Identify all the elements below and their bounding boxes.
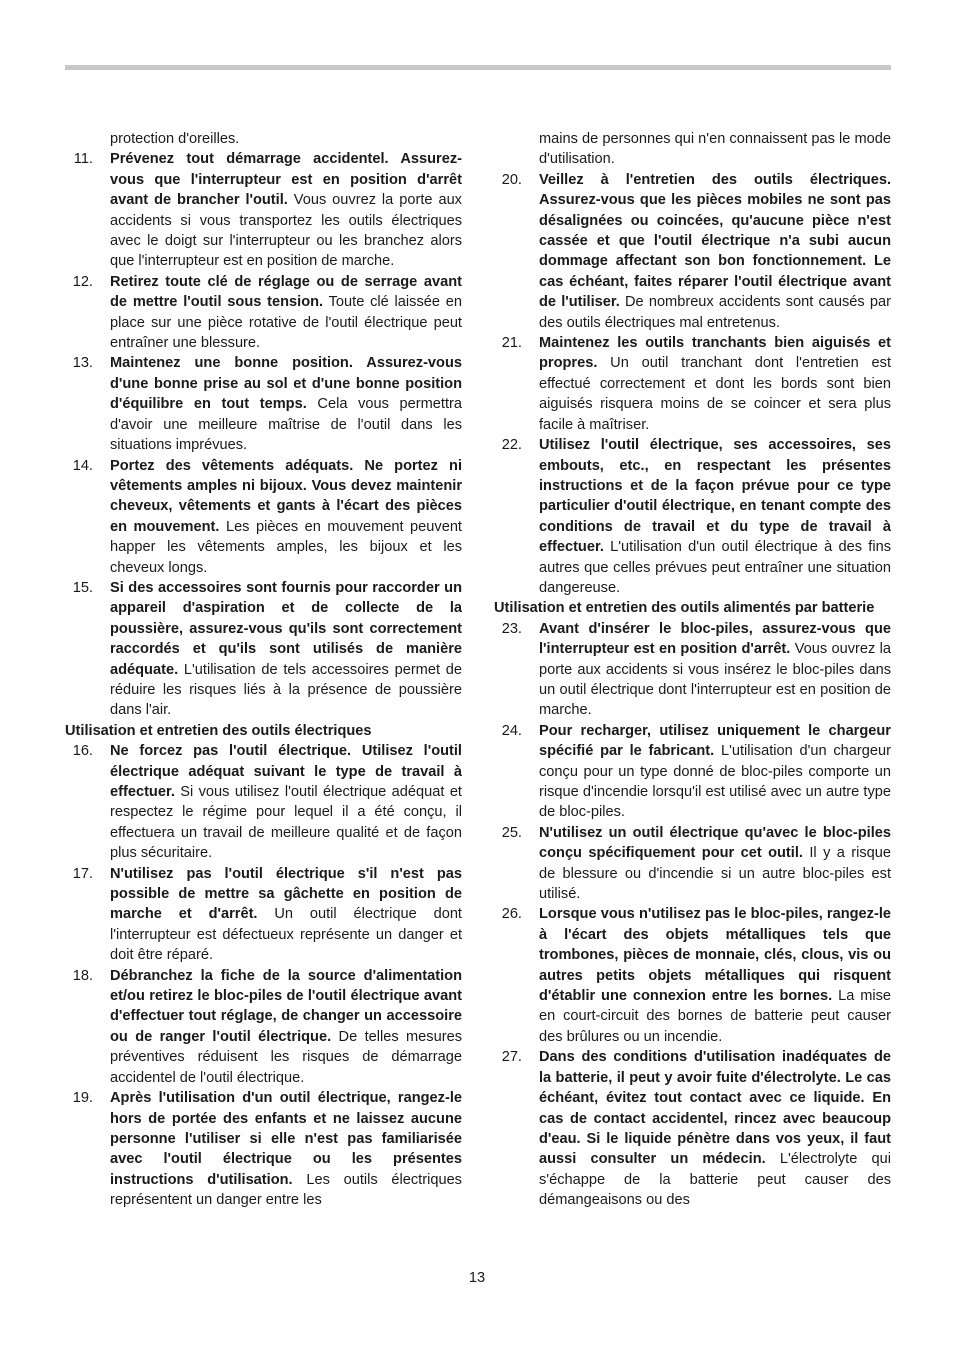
section-heading: Utilisation et entretien des outils alimentés par batterie: [494, 600, 875, 617]
item-instruction: Débranchez la fiche de la source d'alimentation et/ou retirez le bloc-piles de l'outil électrique avant d'effectuer tout réglage, de changer un accessoire ou de ranger l'outil électrique.: [110, 967, 462, 1045]
list-item: [494, 721, 891, 823]
item-number: 15.: [72, 579, 93, 596]
item-list: [494, 170, 891, 599]
item-instruction: Lorsque vous n'utilisez pas le bloc-piles, rangez-le à l'écart des objets métalliques tels que trombones, pièces de monnaie, clés, clous, vis ou autres petits objets métalliques qui risquent d'établir une connexion entre les bornes.: [539, 906, 891, 1005]
item-explanation: De nombreux accidents sont causés par des outils électriques mal entretenus.: [539, 294, 891, 331]
item-explanation: Cela vous permettra d'avoir une meilleure maîtrise de l'outil dans les situations imprévues.: [110, 396, 462, 454]
item-number: 12.: [72, 273, 93, 290]
list-item: [65, 966, 462, 1088]
page-number: 13: [468, 1270, 486, 1286]
item-instruction: Avant d'insérer le bloc-piles, assurez-vous que l'interrupteur est en position d'arrêt.: [539, 620, 891, 658]
item-number: 21.: [501, 335, 522, 352]
item-explanation: Si vous utilisez l'outil électrique adéquat et respectez le régime pour lequel il a été conçu, il effectuera un travail de meilleure qualité et de façon plus sécuritaire.: [110, 784, 462, 862]
item-explanation: L'électrolyte qui s'échappe de la batterie peut causer des démangeaisons ou des: [539, 1151, 891, 1209]
item-number: 14.: [72, 457, 93, 474]
item-number: 26.: [501, 906, 522, 923]
list-item: [65, 864, 462, 966]
item-explanation: Vous ouvrez la porte aux accidents si vous insérez le bloc-piles dans un outil électrique dont l'interrupteur est en position de marche.: [539, 641, 892, 719]
item-explanation: La mise en court-circuit des bornes de batterie peut causer des brûlures ou un incendie.: [539, 988, 892, 1045]
item-instruction: Veillez à l'entretien des outils électriques. Assurez-vous que les pièces mobiles ne sont pas désalignées ou coincées, qu'aucune pièce n'est cassée et que l'outil électrique n'a subi aucun dommage affectant son bon fonctionnement. Le cas échéant, faites réparer l'outil électrique avant de l'utiliser.: [539, 171, 891, 311]
item-explanation: Il y a risque de blessure ou d'incendie si un autre bloc-piles est utilisé.: [539, 845, 892, 903]
item-explanation: L'utilisation d'un outil électrique à des fins autres que celles prévues peut entraîner une situation dangereuse.: [539, 539, 891, 596]
item-number: 18.: [72, 967, 93, 984]
item-instruction: Portez des vêtements adéquats. Ne portez ni vêtements amples ni bijoux. Vous devez maintenir cheveux, vêtements et gants à l'écart des pièces en mouvement.: [110, 457, 462, 535]
item-explanation: Un outil tranchant dont l'entretien est effectué correctement et dont les bords sont bien aiguisés risquera moins de se coincer et sera plus facile à maîtriser.: [539, 355, 891, 433]
item-instruction: Dans des conditions d'utilisation inadéquates de la batterie, il peut y avoir fuite d'électrolyte. Le cas échéant, évitez tout contact avec ce liquide. En cas de contact accidentel, rincez avec beaucoup d'eau. Si le liquide pénètre dans vos yeux, il faut aussi consulter un médecin.: [539, 1049, 891, 1168]
header-rule: [65, 65, 891, 70]
item-number: 22.: [501, 437, 522, 454]
item-instruction: Retirez toute clé de réglage ou de serrage avant de mettre l'outil sous tension.: [110, 273, 462, 311]
list-item: [65, 578, 462, 721]
item-number: 24.: [501, 722, 522, 739]
list-item: [494, 619, 891, 721]
left-column: [65, 129, 462, 1211]
item-instruction: N'utilisez pas l'outil électrique s'il n'est pas possible de mettre sa gâchette en position de marche et d'arrêt.: [110, 865, 462, 923]
item-explanation: L'utilisation de tels accessoires permet de réduire les risques liés à la présence de poussière dans l'air.: [110, 661, 462, 719]
list-item: [494, 170, 891, 333]
continuation-text: protection d'oreilles.: [110, 131, 240, 147]
list-item: [494, 435, 891, 598]
item-explanation: L'utilisation d'un chargeur conçu pour un type donné de bloc-piles comporte un risque d'incendie lorsqu'il est utilisé avec un autre type de bloc-piles.: [539, 743, 891, 821]
item-instruction: Après l'utilisation d'un outil électrique, rangez-le hors de portée des enfants et ne laissez aucune personne l'utiliser si elle n'est pas familiarisée avec l'outil électrique ou les présentes instructions d'utilisation.: [110, 1090, 462, 1188]
item-number: 20.: [501, 171, 522, 188]
item-instruction: Maintenez les outils tranchants bien aiguisés et propres.: [539, 335, 891, 372]
section-heading: Utilisation et entretien des outils électriques: [65, 722, 372, 739]
right-column: [494, 129, 891, 1211]
item-list: [65, 149, 462, 720]
list-item: [494, 1047, 891, 1210]
list-item: [494, 333, 891, 435]
list-item: [65, 456, 462, 578]
item-explanation: De telles mesures préventives réduisent les risques de démarrage accidentel de l'outil électrique.: [110, 1028, 462, 1086]
item-number: 11.: [73, 151, 93, 168]
item-number: 23.: [501, 620, 522, 637]
list-item: [65, 353, 462, 455]
item-list: [494, 619, 891, 1211]
item-number: 16.: [72, 743, 93, 760]
item-instruction: Pour recharger, utilisez uniquement le chargeur spécifié par le fabricant.: [539, 722, 891, 760]
list-item: [494, 904, 891, 1047]
item-number: 25.: [501, 824, 522, 841]
list-item: [65, 741, 462, 863]
list-item: [494, 823, 891, 905]
item-explanation: Toute clé laissée en place sur une pièce rotative de l'outil électrique peut entraîner une blessure.: [110, 294, 463, 352]
item-number: 17.: [72, 865, 93, 882]
item-explanation: Un outil électrique dont l'interrupteur est défectueux représente un danger et doit être réparé.: [110, 906, 462, 964]
item-explanation: Les pièces en mouvement peuvent happer les vêtements amples, les bijoux et les cheveux longs.: [110, 518, 462, 576]
continuation-text: mains de personnes qui n'en connaissent pas le mode d'utilisation.: [539, 131, 891, 168]
item-instruction: Si des accessoires sont fournis pour raccorder un appareil d'aspiration et de collecte de la poussière, assurez-vous qu'ils sont correctement raccordés et qu'ils sont utilisés de manière adéquate.: [110, 579, 462, 678]
item-instruction: N'utilisez un outil électrique qu'avec le bloc-piles conçu spécifiquement pour cet outil.: [539, 824, 891, 862]
item-number: 27.: [501, 1049, 522, 1066]
item-instruction: Maintenez une bonne position. Assurez-vous d'une bonne prise au sol et d'une bonne position d'équilibre en tout temps.: [110, 355, 462, 413]
item-instruction: Ne forcez pas l'outil électrique. Utilisez l'outil électrique adéquat suivant le type de travail à effectuer.: [110, 743, 462, 800]
item-instruction: Prévenez tout démarrage accidentel. Assurez-vous que l'interrupteur est en position d'arrêt avant de brancher l'outil.: [110, 151, 462, 209]
list-item: [65, 272, 462, 354]
item-number: 19.: [72, 1090, 93, 1107]
item-list: [65, 741, 462, 1210]
item-number: 13.: [72, 355, 93, 372]
list-item: [65, 149, 462, 271]
item-instruction: Utilisez l'outil électrique, ses accessoires, ses embouts, etc., en respectant les présentes instructions et de la façon prévue pour ce type particulier d'outil électrique, en tenant compte des conditions de travail et du type de travail à effectuer.: [539, 437, 891, 556]
item-explanation: Les outils électriques représentent un danger entre les: [110, 1171, 462, 1209]
list-item: [65, 1088, 462, 1210]
item-explanation: Vous ouvrez la porte aux accidents si vous transportez les outils électriques avec le doigt sur l'interrupteur ou les branchez alors que l'interrupteur est en position de marche.: [110, 192, 462, 270]
